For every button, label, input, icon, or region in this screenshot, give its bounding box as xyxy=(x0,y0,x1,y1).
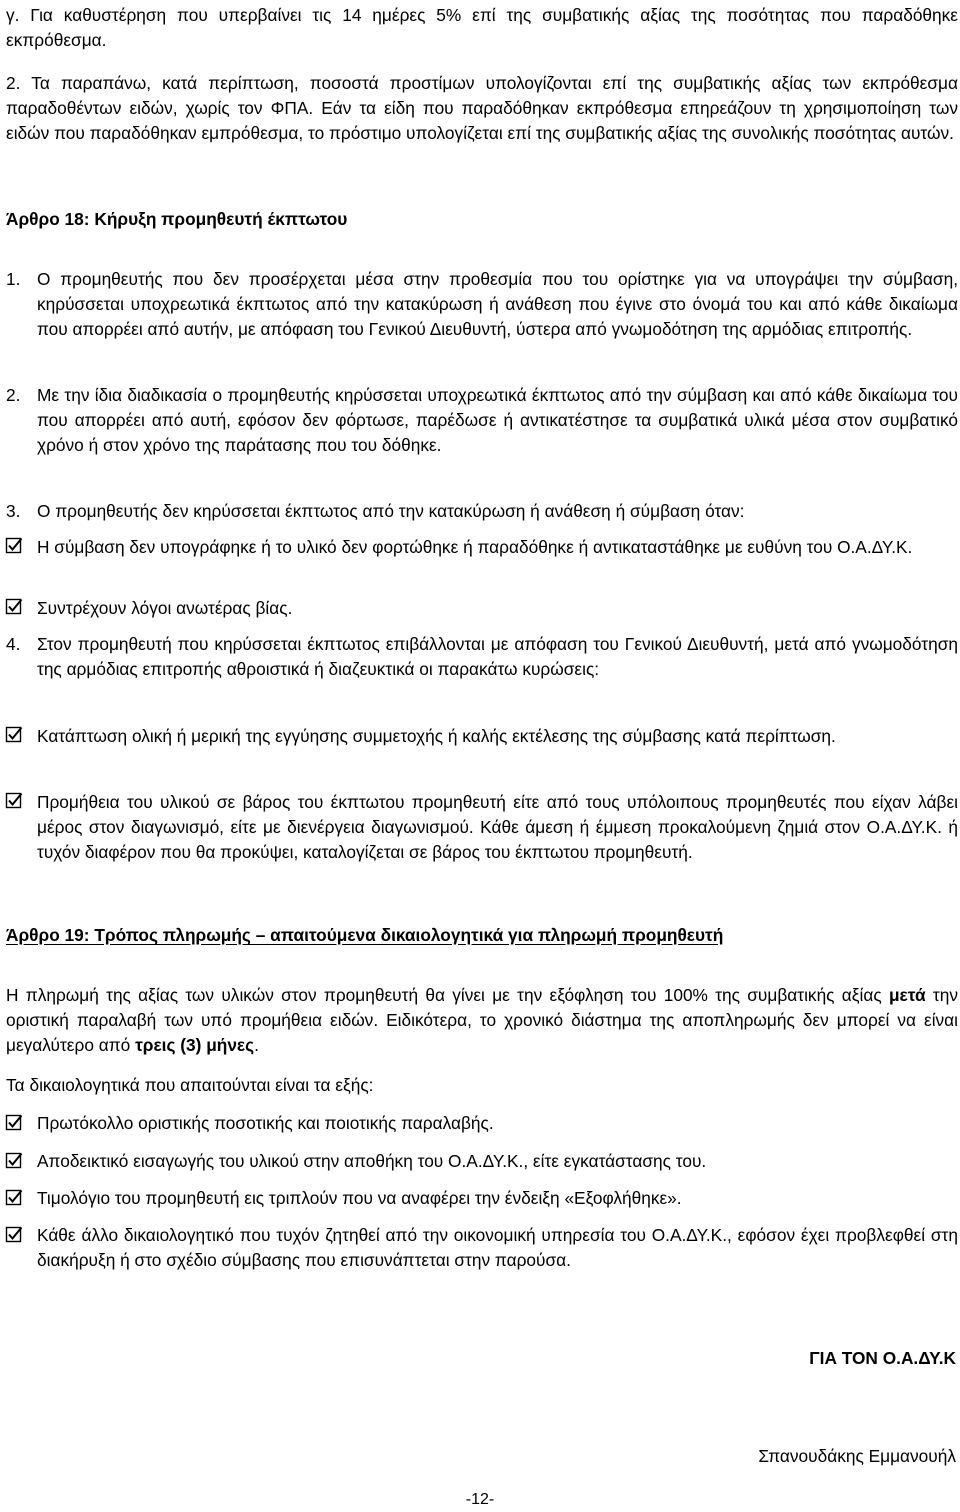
a19-doc-2: Αποδεικτικό εισαγωγής του υλικού στην αποθήκη του Ο.Α.ΔΥ.Κ., είτε εγκατάστασης του. xyxy=(37,1151,707,1171)
a18-p3-item-1: Η σύμβαση δεν υπογράφηκε ή το υλικό δεν φορτώθηκε ή παραδόθηκε ή αντικαταστάθηκε με ευθύνη του Ο.Α.ΔΥ.Κ. xyxy=(37,537,913,557)
a18-p2-number: 2. xyxy=(6,385,21,405)
checked-box-icon xyxy=(5,598,23,616)
a18-p2-text: Με την ίδια διαδικασία ο προμηθευτής κηρύσσεται υποχρεωτικά έκπτωτος από την σύμβαση και από κάθε δικαίωμα του που απορρέει από αυτή, εφόσον δεν φόρτωσε, παρέδωσε ή αντικατέστησε τα συμβατικά υλικά μέσα στον συμβατικό χρόνο ή στον χρόνο της παράτασης που του δόθηκε. xyxy=(37,385,958,455)
a18-p3-item-2: Συντρέχουν λόγοι ανωτέρας βίας. xyxy=(37,598,293,618)
checked-box-icon xyxy=(5,1226,23,1244)
a18-p4-number: 4. xyxy=(6,634,21,654)
a18-p3-text: Ο προμηθευτής δεν κηρύσσεται έκπτωτος από την κατακύρωση ή ανάθεση ή σύμβαση όταν: xyxy=(37,501,745,521)
a18-p3-number: 3. xyxy=(6,501,21,521)
a18-p4-item-1: Κατάπτωση ολική ή μερική της εγγύησης συμμετοχής ή καλής εκτέλεσης της σύμβασης κατά περίπτωση. xyxy=(37,726,836,746)
article17-item-2: 2. Τα παραπάνω, κατά περίπτωση, ποσοστά προστίμων υπολογίζονται επί της συμβατικής αξίας των εκπρόθεσμα παραδοθέντων ειδών, χωρίς τον ΦΠΑ. Εάν τα είδη που παραδόθηκαν εκπρόθεσμα επηρεάζουν τη χρησιμοποίηση των ειδών που παραδόθηκαν εμπρόθεσμα, το πρόστιμο υπολογίζεται επί της συμβατικής αξίας της συνολικής ποσότητας αυτών. xyxy=(6,73,958,143)
a18-p4-text: Στον προμηθευτή που κηρύσσεται έκπτωτος επιβάλλονται με απόφαση του Γενικού Διευθυντή, μετά από γνωμοδότηση της αρμόδιας επιτροπής αθροιστικά ή διαζευκτικά οι παρακάτω κυρώσεις: xyxy=(37,634,958,679)
a19-intro: Η πληρωμή της αξίας των υλικών στον προμηθευτή θα γίνει με την εξόφληση του 100% της συμβατικής αξίας μετά την οριστική παραλαβή των υπό προμήθεια ειδών. Ειδικότερα, το χρονικό διάστημα της αποπληρωμής δεν μπορεί να είναι μεγαλύτερο από τρεις (3) μήνες. xyxy=(6,985,958,1055)
checked-box-icon xyxy=(5,726,23,744)
a19-doc-3: Τιμολόγιο του προμηθευτή εις τριπλούν που να αναφέρει την ένδειξη «Εξοφλήθηκε». xyxy=(37,1188,682,1208)
checked-box-icon xyxy=(5,792,23,810)
a18-p1-number: 1. xyxy=(6,269,21,289)
page-number: -12- xyxy=(465,1491,495,1508)
article18-heading: Άρθρο 18: Κήρυξη προμηθευτή έκπτωτου xyxy=(6,209,348,229)
checked-box-icon xyxy=(5,1152,23,1170)
signature-org-line: ΓΙΑ ΤΟΝ Ο.Α.ΔΥ.Κ xyxy=(809,1348,956,1368)
article17-item-c: γ. Για καθυστέρηση που υπερβαίνει τις 14 ημέρες 5% επί της συμβατικής αξίας της ποσότητας που παραδόθηκε εκπρόθεσμα. xyxy=(6,5,958,50)
article19-heading: Άρθρο 19: Τρόπος πληρωμής – απαιτούμενα δικαιολογητικά για πληρωμή προμηθευτή xyxy=(6,925,724,945)
checked-box-icon xyxy=(5,1114,23,1132)
a19-doc-1: Πρωτόκολλο οριστικής ποσοτικής και ποιοτικής παραλαβής. xyxy=(37,1113,494,1133)
signature-name: Σπανουδάκης Εμμανουήλ xyxy=(758,1446,956,1466)
a18-p4-item-2: Προμήθεια του υλικού σε βάρος του έκπτωτου προμηθευτή είτε από τους υπόλοιπους προμηθευτές που είχαν λάβει μέρος στον διαγωνισμό, είτε με διενέργεια διαγωνισμού. Κάθε άμεση ή έμμεση προκαλούμενη ζημιά στον Ο.Α.ΔΥ.Κ. ή τυχόν διαφέρον που θα προκύψει, καταλογίζεται σε βάρος του έκπτωτου προμηθευτή. xyxy=(37,792,958,862)
a19-docs-intro: Τα δικαιολογητικά που απαιτούνται είναι τα εξής: xyxy=(6,1075,374,1095)
a19-doc-4: Κάθε άλλο δικαιολογητικό που τυχόν ζητηθεί από την οικονομική υπηρεσία του Ο.Α.ΔΥ.Κ., εφόσον έχει προβλεφθεί στη διακήρυξη ή στο σχέδιο σύμβασης που επισυνάπτεται στην παρούσα. xyxy=(37,1225,958,1270)
a18-p1-text: Ο προμηθευτής που δεν προσέρχεται μέσα στην προθεσμία που του ορίστηκε για να υπογράψει την σύμβαση, κηρύσσεται υποχρεωτικά έκπτωτος από την κατακύρωση ή ανάθεση που έγινε στο όνομά του και από κάθε δικαίωμα που απορρέει από αυτήν, με απόφαση του Γενικού Διευθυντή, ύστερα από γνωμοδότηση της αρμόδιας επιτροπής. xyxy=(37,269,958,339)
checked-box-icon xyxy=(5,1189,23,1207)
checked-box-icon xyxy=(5,537,23,555)
